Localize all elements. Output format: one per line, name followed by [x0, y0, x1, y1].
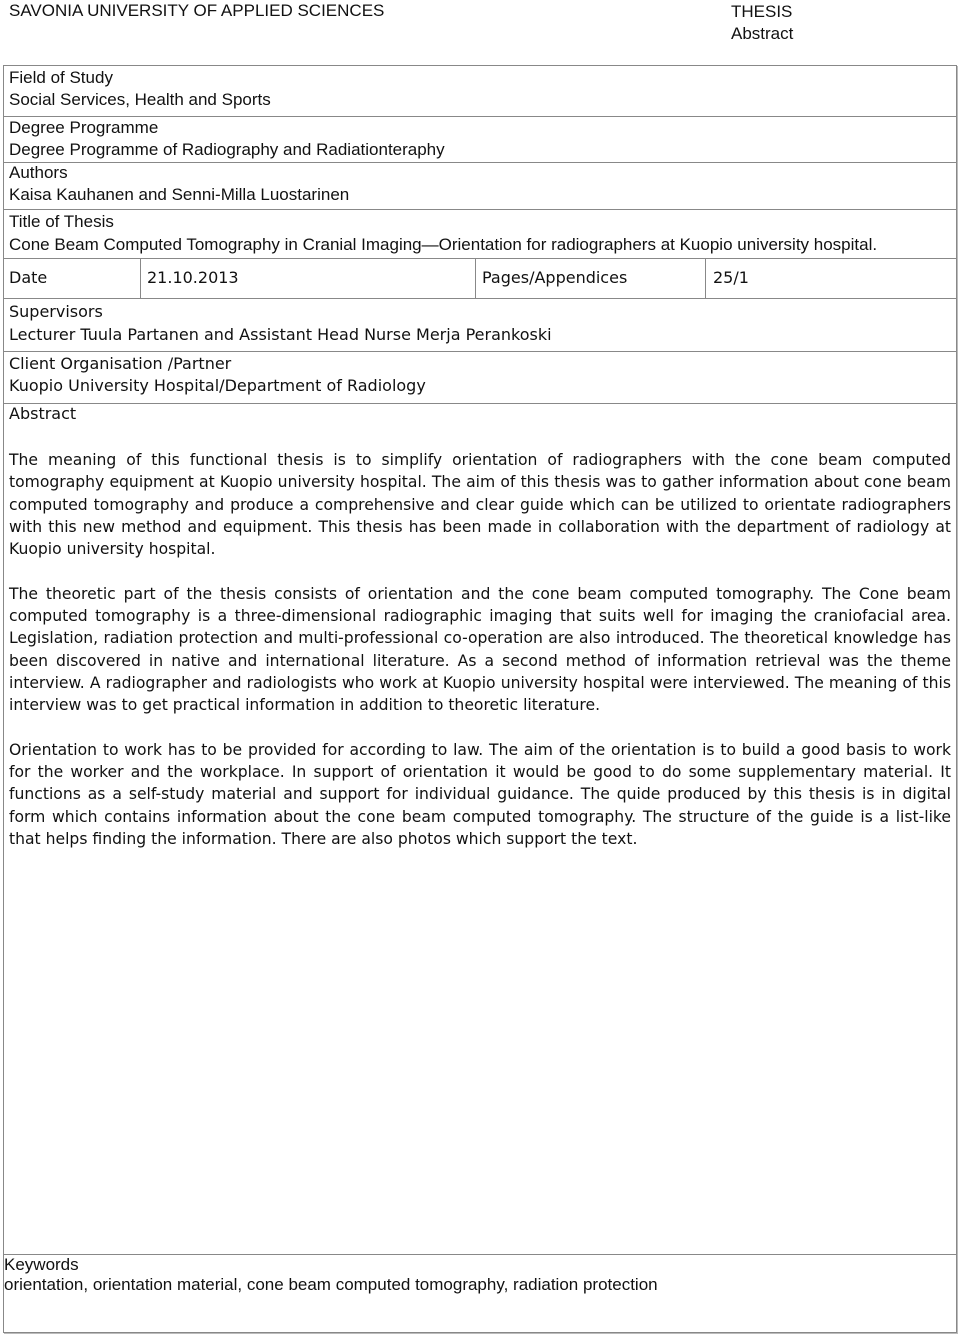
abstract-body — [9, 449, 951, 873]
supervisors-label: Supervisors — [9, 302, 103, 321]
pages-value-cell — [705, 258, 749, 298]
date-cell — [140, 258, 239, 298]
doc-subtype-label: Abstract — [731, 24, 794, 43]
degree-programme-row — [4, 116, 956, 163]
client-value: Kuopio University Hospital/Department of Radiology — [9, 376, 426, 395]
keywords-label: Keywords — [4, 1255, 79, 1274]
keywords-value: orientation, orientation material, cone beam computed tomography, radiation protection — [4, 1275, 658, 1294]
client-label: Client Organisation /Partner — [9, 354, 232, 373]
client-row — [4, 351, 956, 404]
title-value: Cone Beam Computed Tomography in Cranial Imaging—Orientation for radiographers at Kuopio university hospital. — [9, 235, 878, 254]
keywords-section — [4, 1254, 956, 1333]
title-label: Title of Thesis — [9, 212, 114, 231]
pages-value: 25/1 — [713, 268, 749, 287]
document-type — [731, 1, 793, 45]
date-label: Date — [9, 268, 48, 287]
field-of-study-row — [4, 66, 956, 117]
abstract-paragraph-3: Orientation to work has to be provided for according to law. The aim of the orientation is to build a good basis to work for the worker and the workplace. In support of orientation it would be good to do some supplementary material. It functions as a self-study material and support for individual guidance. The quide produced by this thesis is in digital form which contains information about the cone beam computed tomography. The structure of the guide is a list-like that helps finding the information. There are also photos which support the text. — [9, 740, 951, 849]
supervisors-row — [4, 298, 956, 352]
degree-programme-value: Degree Programme of Radiography and Radiationteraphy — [9, 140, 445, 159]
date-pages-row — [4, 258, 956, 299]
authors-value: Kaisa Kauhanen and Senni-Milla Luostarinen — [9, 185, 350, 204]
supervisors-value: Lecturer Tuula Partanen and Assistant Head Nurse Merja Perankoski — [9, 325, 552, 344]
degree-programme-label: Degree Programme — [9, 118, 159, 137]
field-of-study-value: Social Services, Health and Sports — [9, 90, 271, 109]
date-value: 21.10.2013 — [147, 268, 239, 287]
abstract-label: Abstract — [9, 404, 77, 423]
abstract-paragraph-1: The meaning of this functional thesis is to simplify orientation of radiographers with the cone beam computed tomography equipment at Kuopio university hospital. The aim of this thesis was to gather information about cone beam computed tomography and produce a comprehensive and clear guide which can be utilized to orientate radiographers with this new method and equipment. This thesis has been made in collaboration with the department of radiology at Kuopio university hospital. — [9, 451, 951, 559]
abstract-form — [3, 65, 957, 1333]
title-row — [4, 209, 956, 259]
institution-name: SAVONIA UNIVERSITY OF APPLIED SCIENCES — [9, 1, 385, 20]
pages-label: Pages/Appendices — [482, 268, 628, 287]
field-of-study-label: Field of Study — [9, 68, 113, 87]
pages-label-cell — [475, 258, 628, 298]
abstract-paragraph-2: The theoretic part of the thesis consists of orientation and the cone beam computed tomography. The Cone beam computed tomography is a three-dimensional radiographic imaging that suits well for imaging the craniofacial area. Legislation, radiation protection and multi-professional co-operation are also introduced. The theoretical knowledge has been discovered in native and international literature. As a second method of information retrieval was the theme interview. A radiographer and radiologists who work at Kuopio university hospital were interviewed. The meaning of this interview was to get practical information in addition to theoretic literature. — [9, 584, 951, 715]
authors-label: Authors — [9, 163, 68, 182]
authors-row — [4, 162, 956, 210]
doc-type-label: THESIS — [731, 2, 793, 21]
